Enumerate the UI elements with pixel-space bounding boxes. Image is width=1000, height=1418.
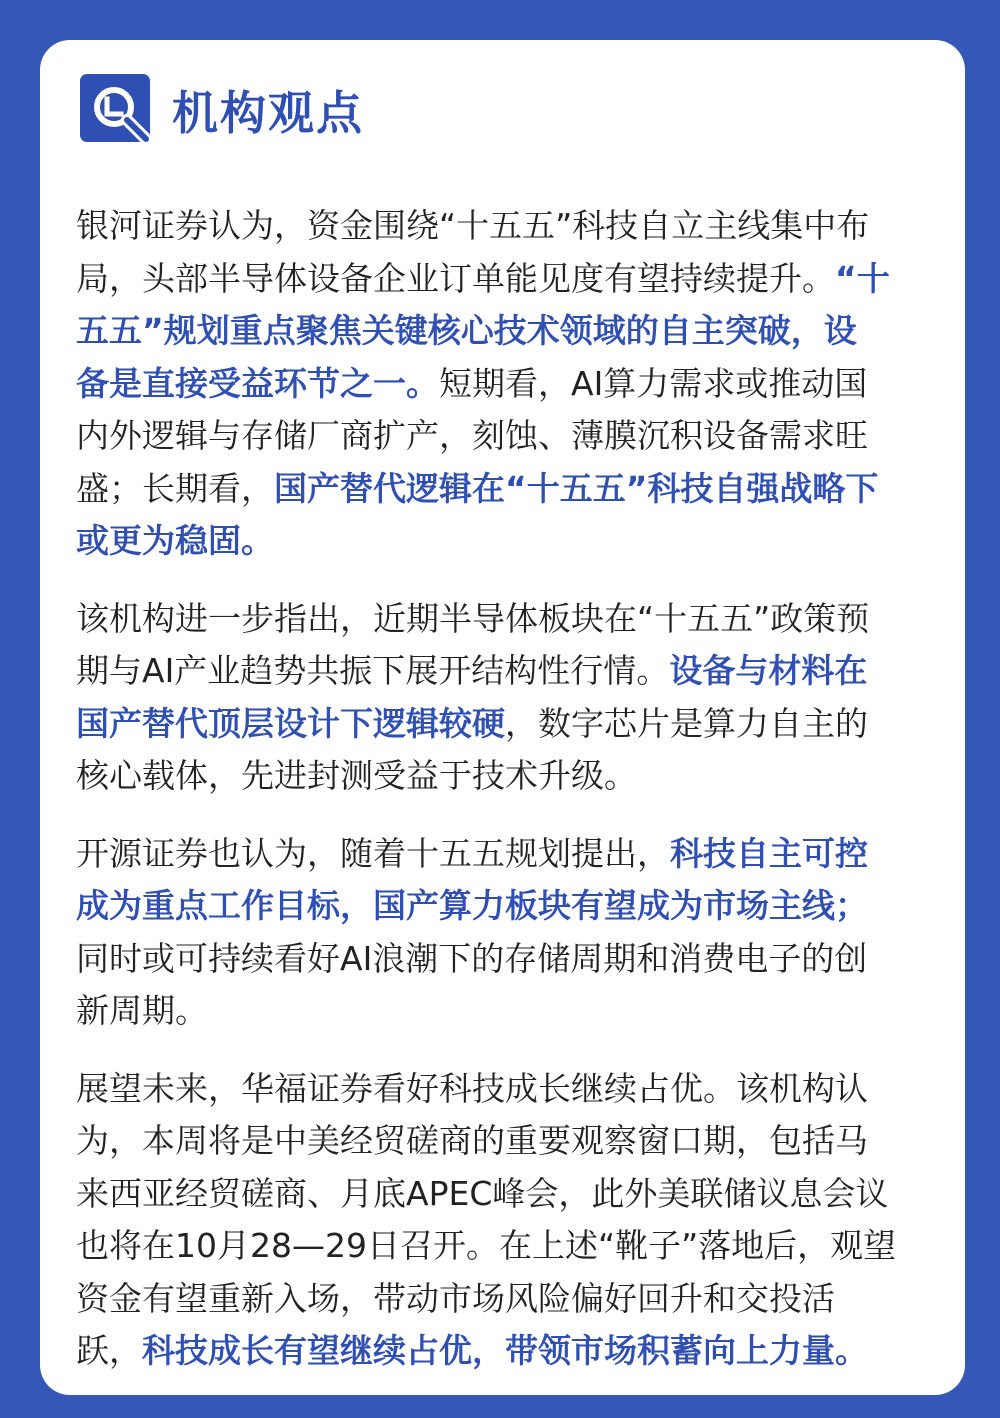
highlighted-text: 国产替代顶层设计下逻辑较硬 [76, 703, 505, 743]
highlighted-text: “十 [835, 258, 890, 298]
highlighted-text: 科技成长有望继续占优，带领市场积蓄向上力量。 [142, 1331, 868, 1370]
text-line [76, 645, 925, 698]
text-line [76, 880, 925, 933]
highlighted-text: 国产替代逻辑在“十五五”科技自强战略下 [274, 468, 879, 508]
body-text: 该机构进一步指出，近期半导体板块在“十五五”政策预 [76, 598, 870, 638]
page-title: 机构观点 [172, 86, 364, 140]
highlighted-text: 或更为稳固。 [76, 521, 274, 560]
text-line [76, 463, 925, 516]
text-line [76, 1115, 925, 1168]
text-line [76, 933, 925, 986]
text-line [76, 1063, 925, 1116]
text-line [76, 750, 925, 803]
search-document-icon [76, 70, 166, 150]
highlighted-text: 科技自主可控 [670, 833, 868, 873]
body-text: 局，头部半导体设备企业订单能见度有望持续提升。 [76, 258, 835, 298]
text-line [76, 593, 925, 646]
body-text: 内外逻辑与存储厂商扩产，刻蚀、薄膜沉积设备需求旺 [76, 416, 868, 455]
article-paragraph [76, 1063, 925, 1378]
text-line [76, 985, 925, 1038]
text-line [76, 1273, 925, 1326]
text-line [76, 828, 925, 881]
article-paragraph [76, 200, 925, 568]
body-text: 盛；长期看， [76, 468, 274, 508]
highlighted-text: 成为重点工作目标，国产算力板块有望成为市场主线； [76, 886, 868, 925]
text-line [76, 410, 925, 463]
body-text: 核心载体，先进封测受益于技术升级。 [76, 756, 637, 795]
body-text: 短期看，AI算力需求或推动国 [439, 363, 868, 403]
body-text: 跃， [76, 1331, 142, 1370]
text-line [76, 200, 925, 253]
body-text: 银河证券认为，资金围绕“十五五”科技自立主线集中布 [76, 206, 870, 245]
highlighted-text: 备是直接受益环节之一。 [76, 363, 439, 403]
text-line [76, 1168, 925, 1221]
text-line [76, 1220, 925, 1273]
text-line [76, 305, 925, 358]
text-line [76, 515, 925, 568]
body-text: 同时或可持续看好AI浪潮下的存储周期和消费电子的创 [76, 938, 868, 978]
text-line [76, 253, 925, 306]
body-text: 来西亚经贸磋商、月底APEC峰会，此外美联储议息会议 [76, 1173, 889, 1213]
text-line [76, 358, 925, 411]
body-text: 为，本周将是中美经贸磋商的重要观察窗口期，包括马 [76, 1121, 868, 1160]
body-text: ，数字芯片是算力自主的 [505, 703, 868, 743]
article-body [76, 200, 925, 1378]
text-line [76, 698, 925, 751]
text-line [76, 1325, 925, 1378]
body-text: 期与AI产业趋势共振下展开结构性行情。 [76, 651, 670, 690]
body-text: 新周期。 [76, 991, 208, 1030]
article-paragraph [76, 593, 925, 803]
body-text: 资金有望重新入场，带动市场风险偏好回升和交投活 [76, 1278, 835, 1318]
section-header [76, 68, 925, 152]
body-text: 展望未来，华福证券看好科技成长继续占优。该机构认 [76, 1068, 868, 1108]
highlighted-text: 五五”规划重点聚焦关键核心技术领域的自主突破，设 [76, 311, 857, 350]
article-paragraph [76, 828, 925, 1038]
highlighted-text: 设备与材料在 [669, 651, 868, 690]
content-card [40, 40, 965, 1395]
body-text: 也将在10月28—29日召开。在上述“靴子”落地后，观望 [76, 1226, 897, 1265]
body-text: 开源证券也认为，随着十五五规划提出， [76, 833, 670, 873]
